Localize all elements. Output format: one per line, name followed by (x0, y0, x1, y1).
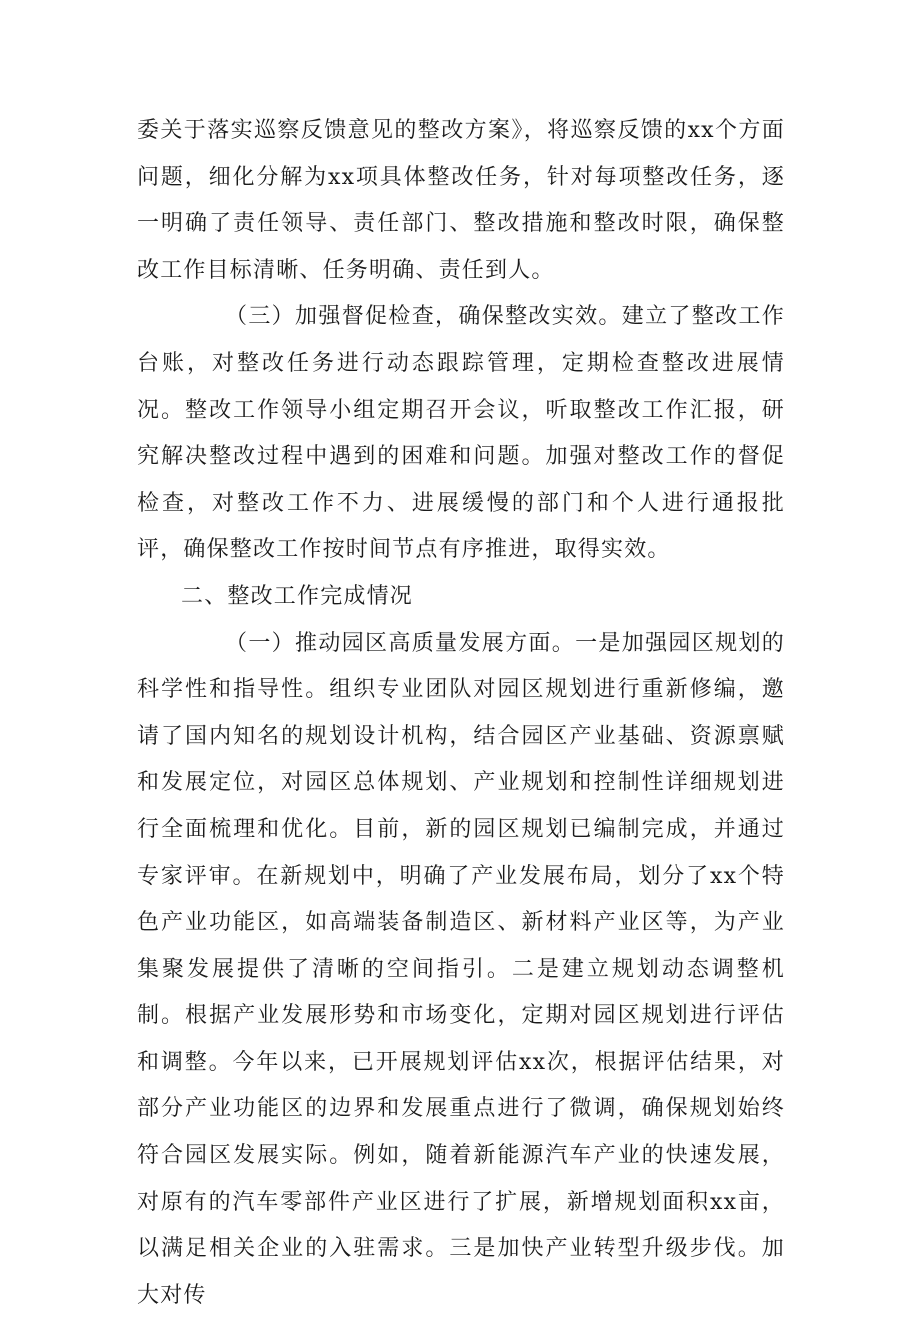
section-heading: 二、整改工作完成情况 (181, 583, 414, 609)
paragraph-section-one: （一）推动园区高质量发展方面。一是加强园区规划的科学性和指导性。组织专业团队对园区规划进行重新修编，邀请了国内知名的规划设计机构，结合园区产业基础、资源禀赋和发展定位，对园区总体规划、产业规划和控制性详细规划进行全面梳理和优化。目前，新的园区规划已编制完成，并通过专家评审。在新规划中，明确了产业发展布局，划分了xx个特色产业功能区，如高端装备制造区、新材料产业区等，为产业集聚发展提供了清晰的空间指引。二是建立规划动态调整机制。根据产业发展形势和市场变化，定期对园区规划进行评估和调整。今年以来，已开展规划评估xx次，根据评估结果，对部分产业功能区的边界和发展重点进行了微调，确保规划始终符合园区发展实际。例如，随着新能源汽车产业的快速发展，对原有的汽车零部件产业区进行了扩展，新增规划面积xx亩，以满足相关企业的入驻需求。三是加快产业转型升级步伐。加大对传 (137, 630, 785, 1308)
document-body (137, 108, 785, 1319)
paragraph-section-three: （三）加强督促检查，确保整改实效。建立了整改工作台账，对整改任务进行动态跟踪管理，定期检查整改进展情况。整改工作领导小组定期召开会议，听取整改工作汇报，研究解决整改过程中遇到的困难和问题。加强对整改工作的督促检查，对整改工作不力、进展缓慢的部门和个人进行通报批评，确保整改工作按时间节点有序推进，取得实效。 (137, 304, 785, 563)
paragraph-continuation: 委关于落实巡察反馈意见的整改方案》，将巡察反馈的xx个方面问题，细化分解为xx项具体整改任务，针对每项整改任务，逐一明确了责任领导、责任部门、整改措施和整改时限，确保整改工作目标清晰、任务明确、责任到人。 (137, 118, 785, 283)
